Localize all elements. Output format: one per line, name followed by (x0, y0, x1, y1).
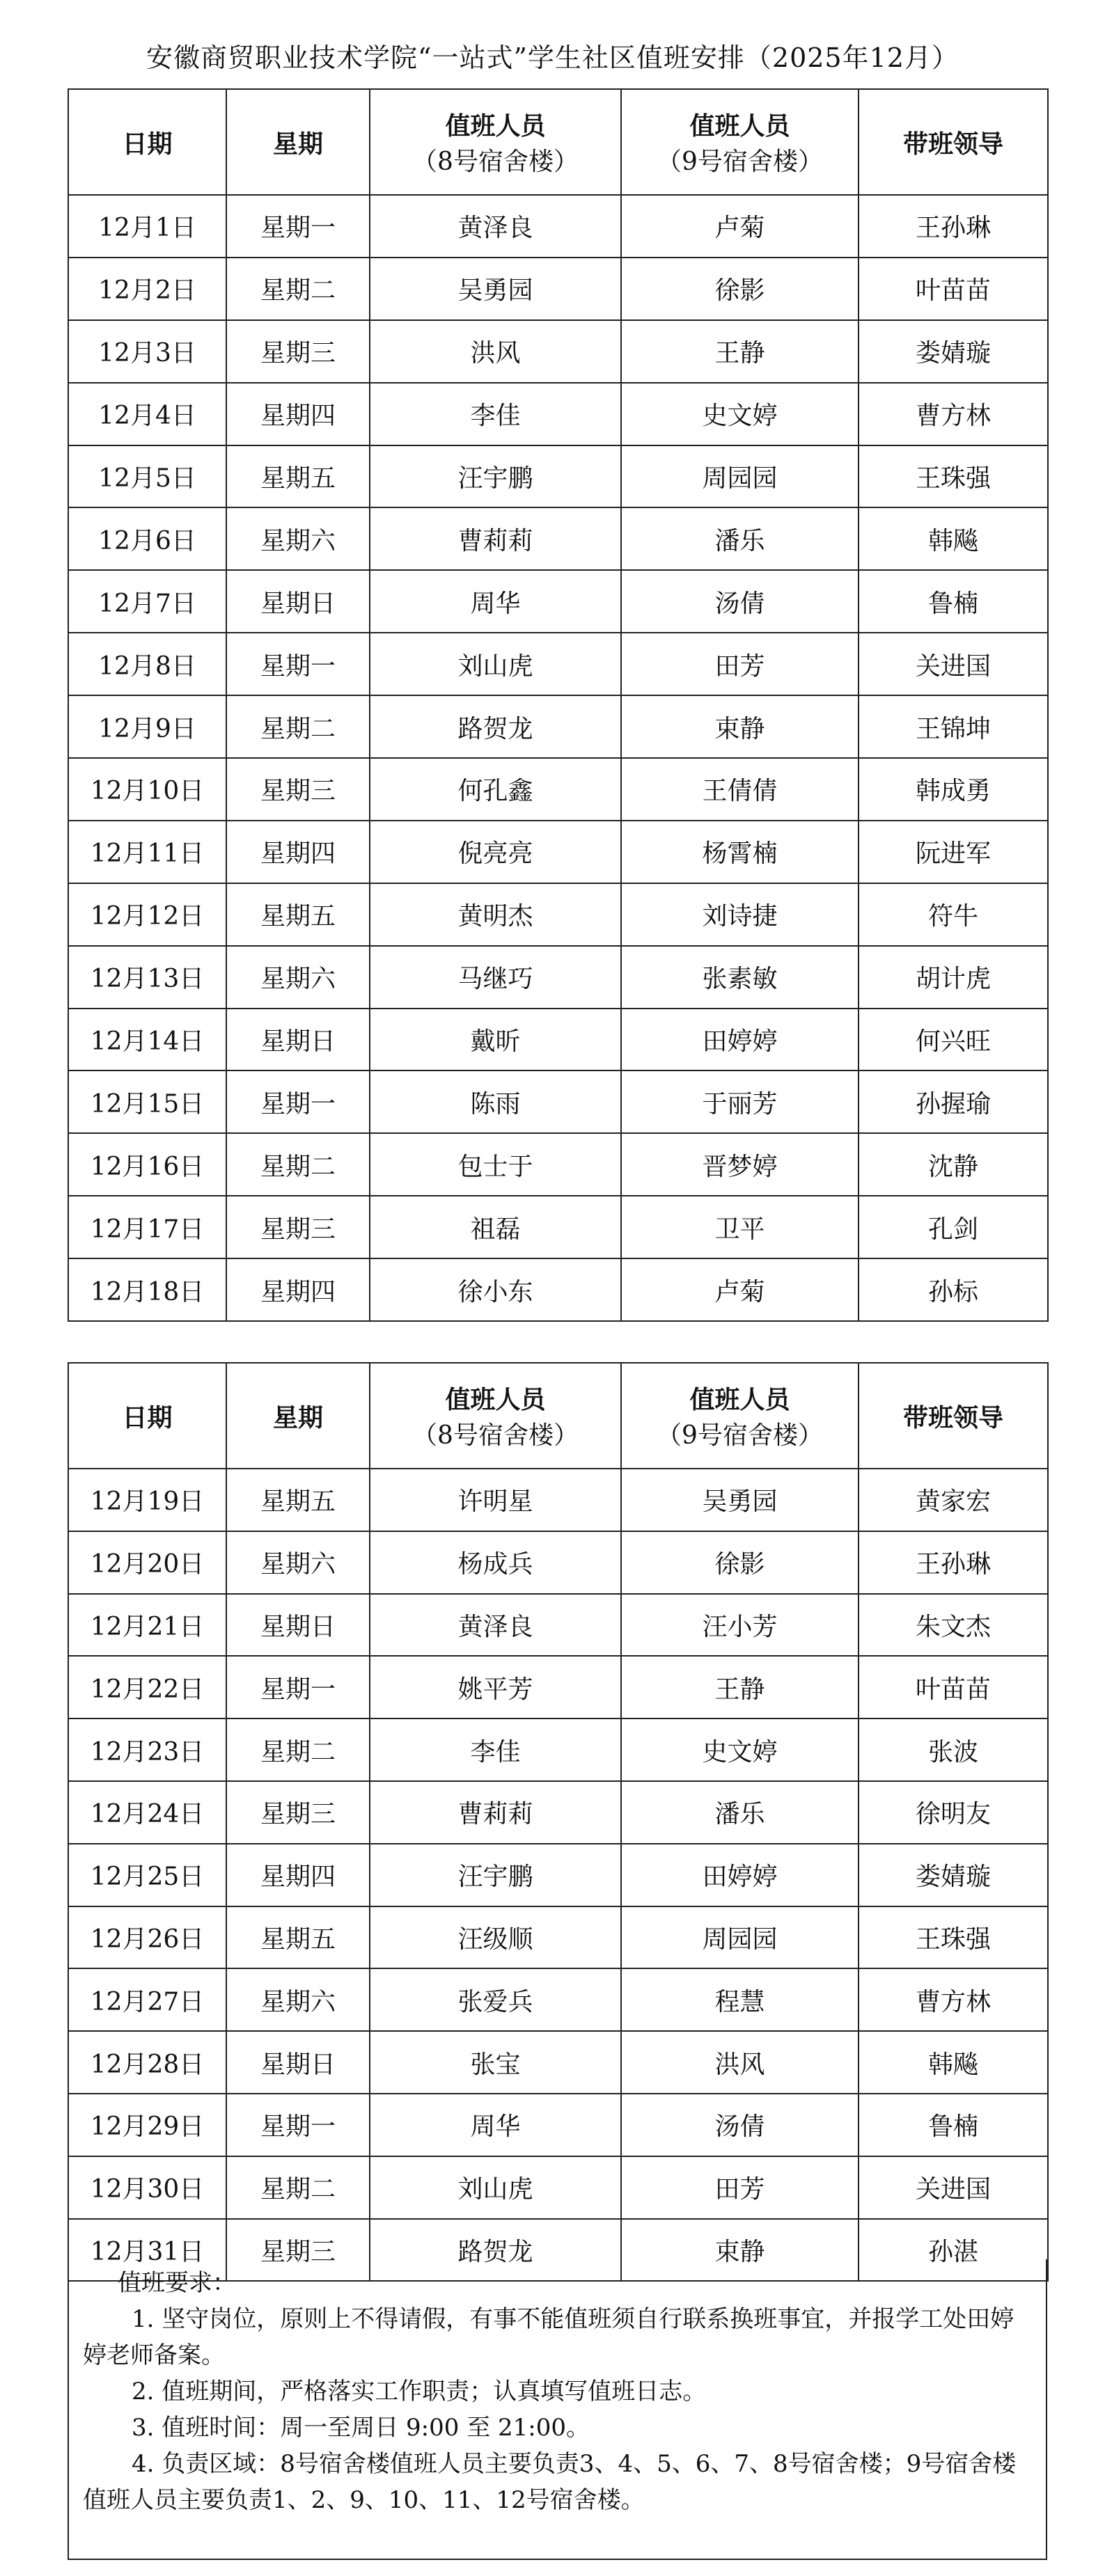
requirement-item: 2. 值班期间，严格落实工作职责；认真填写值班日志。 (132, 2378, 707, 2405)
leader-cell: 韩飚 (859, 507, 1048, 570)
table-row (68, 507, 1048, 570)
weekday-cell: 星期四 (226, 1844, 370, 1906)
page-title: 安徽商贸职业技术学院“一站式”学生社区值班安排（2025年12月） (146, 42, 959, 73)
staff-building-8-cell: 马继巧 (370, 946, 621, 1009)
staff-building-8-cell: 倪亮亮 (370, 821, 621, 883)
table-row (68, 2031, 1048, 2094)
table-row (68, 695, 1048, 758)
header-staff-building-9 (621, 89, 859, 195)
table-row (68, 821, 1048, 883)
staff-building-8-cell: 曹莉莉 (370, 1781, 621, 1844)
staff-building-9-cell: 汤倩 (621, 570, 859, 633)
header-building-9-label: （9号宿舍楼） (657, 1421, 823, 1450)
weekday-cell: 星期三 (226, 2219, 370, 2282)
leader-cell: 孙湛 (859, 2219, 1048, 2282)
weekday-cell: 星期六 (226, 1968, 370, 2031)
leader-cell: 沈静 (859, 1133, 1048, 1196)
date-cell: 12月1日 (68, 195, 226, 258)
header-staff-label: 值班人员 (689, 111, 790, 141)
leader-cell: 朱文杰 (859, 1594, 1048, 1657)
date-cell: 12月29日 (68, 2094, 226, 2156)
staff-building-9-cell: 汪小芳 (621, 1594, 859, 1657)
staff-building-8-cell: 黄明杰 (370, 883, 621, 946)
duty-requirements (68, 2259, 1047, 2560)
date-cell: 12月27日 (68, 1968, 226, 2031)
staff-building-9-cell: 束静 (621, 695, 859, 758)
date-cell: 12月9日 (68, 695, 226, 758)
header-staff-label: 值班人员 (445, 1385, 546, 1414)
staff-building-9-cell: 吴勇园 (621, 1469, 859, 1531)
header-building-8-label: （8号宿舍楼） (412, 148, 579, 176)
weekday-cell: 星期二 (226, 2156, 370, 2219)
staff-building-9-cell: 晋梦婷 (621, 1133, 859, 1196)
staff-building-9-cell: 洪风 (621, 2031, 859, 2094)
date-cell: 12月4日 (68, 383, 226, 445)
staff-building-9-cell: 于丽芳 (621, 1070, 859, 1133)
date-cell: 12月5日 (68, 445, 226, 508)
requirement-item: 4. 负责区域：8号宿舍楼值班人员主要负责3、4、5、6、7、8号宿舍楼；9号宿舍楼值班人员主要负责1、2、9、10、11、12号宿舍楼。 (83, 2450, 1017, 2514)
date-cell: 12月7日 (68, 570, 226, 633)
staff-building-8-cell: 李佳 (370, 383, 621, 445)
date-cell: 12月15日 (68, 1070, 226, 1133)
staff-building-9-cell: 刘诗捷 (621, 883, 859, 946)
staff-building-9-cell: 束静 (621, 2219, 859, 2282)
leader-cell: 王孙琳 (859, 1531, 1048, 1594)
leader-cell: 王珠强 (859, 445, 1048, 508)
leader-cell: 孙标 (859, 1258, 1048, 1321)
date-cell: 12月10日 (68, 758, 226, 821)
date-cell: 12月20日 (68, 1531, 226, 1594)
staff-building-9-cell: 徐影 (621, 258, 859, 320)
table-row (68, 1968, 1048, 2031)
table-header-row (68, 89, 1048, 195)
staff-building-8-cell: 李佳 (370, 1718, 621, 1781)
header-weekday: 星期 (226, 89, 370, 195)
staff-building-8-cell: 吴勇园 (370, 258, 621, 320)
staff-building-8-cell: 张爱兵 (370, 1968, 621, 2031)
staff-building-8-cell: 汪宇鹏 (370, 1844, 621, 1906)
staff-building-9-cell: 王倩倩 (621, 758, 859, 821)
leader-cell: 阮进军 (859, 821, 1048, 883)
date-cell: 12月24日 (68, 1781, 226, 1844)
staff-building-9-cell: 卢菊 (621, 1258, 859, 1321)
table-row (68, 1009, 1048, 1071)
table-row (68, 1781, 1048, 1844)
weekday-cell: 星期日 (226, 2031, 370, 2094)
header-date: 日期 (68, 1363, 226, 1469)
staff-building-8-cell: 洪风 (370, 320, 621, 383)
header-staff-building-8 (370, 1363, 621, 1469)
table-row (68, 883, 1048, 946)
staff-building-9-cell: 周园园 (621, 1906, 859, 1969)
date-cell: 12月3日 (68, 320, 226, 383)
date-cell: 12月19日 (68, 1469, 226, 1531)
date-cell: 12月26日 (68, 1906, 226, 1969)
table-row (68, 1594, 1048, 1657)
weekday-cell: 星期一 (226, 1070, 370, 1133)
date-cell: 12月14日 (68, 1009, 226, 1071)
leader-cell: 王孙琳 (859, 195, 1048, 258)
table-row (68, 1718, 1048, 1781)
date-cell: 12月30日 (68, 2156, 226, 2219)
leader-cell: 徐明友 (859, 1781, 1048, 1844)
header-staff-label: 值班人员 (689, 1385, 790, 1414)
leader-cell: 黄家宏 (859, 1469, 1048, 1531)
staff-building-9-cell: 潘乐 (621, 1781, 859, 1844)
requirement-item: 1. 坚守岗位，原则上不得请假，有事不能值班须自行联系换班事宜，并报学工处田婷婷老师备案。 (83, 2305, 1014, 2369)
leader-cell: 娄婧璇 (859, 320, 1048, 383)
table-row (68, 633, 1048, 695)
leader-cell: 曹方林 (859, 383, 1048, 445)
staff-building-8-cell: 杨成兵 (370, 1531, 621, 1594)
table-row (68, 383, 1048, 445)
weekday-cell: 星期四 (226, 383, 370, 445)
table-row (68, 1469, 1048, 1531)
staff-building-9-cell: 汤倩 (621, 2094, 859, 2156)
weekday-cell: 星期日 (226, 1594, 370, 1657)
date-cell: 12月6日 (68, 507, 226, 570)
staff-building-8-cell: 徐小东 (370, 1258, 621, 1321)
staff-building-9-cell: 程慧 (621, 1968, 859, 2031)
staff-building-9-cell: 徐影 (621, 1531, 859, 1594)
weekday-cell: 星期五 (226, 883, 370, 946)
table-row (68, 258, 1048, 320)
weekday-cell: 星期三 (226, 758, 370, 821)
table-row (68, 1844, 1048, 1906)
staff-building-9-cell: 田婷婷 (621, 1009, 859, 1071)
staff-building-8-cell: 祖磊 (370, 1196, 621, 1258)
header-weekday: 星期 (226, 1363, 370, 1469)
header-staff-label: 值班人员 (445, 111, 546, 141)
weekday-cell: 星期四 (226, 1258, 370, 1321)
staff-building-8-cell: 刘山虎 (370, 2156, 621, 2219)
table-row (68, 1656, 1048, 1718)
table-row (68, 1196, 1048, 1258)
leader-cell: 叶苗苗 (859, 1656, 1048, 1718)
leader-cell: 鲁楠 (859, 2094, 1048, 2156)
staff-building-9-cell: 王静 (621, 320, 859, 383)
weekday-cell: 星期一 (226, 1656, 370, 1718)
table-row (68, 570, 1048, 633)
leader-cell: 娄婧璇 (859, 1844, 1048, 1906)
date-cell: 12月13日 (68, 946, 226, 1009)
table-row (68, 2094, 1048, 2156)
table-row (68, 758, 1048, 821)
table-row (68, 2156, 1048, 2219)
weekday-cell: 星期六 (226, 507, 370, 570)
staff-building-9-cell: 史文婷 (621, 1718, 859, 1781)
weekday-cell: 星期日 (226, 1009, 370, 1071)
leader-cell: 韩飚 (859, 2031, 1048, 2094)
header-building-8-label: （8号宿舍楼） (412, 1421, 579, 1450)
staff-building-8-cell: 黄泽良 (370, 1594, 621, 1657)
leader-cell: 关进国 (859, 633, 1048, 695)
staff-building-8-cell: 路贺龙 (370, 2219, 621, 2282)
weekday-cell: 星期四 (226, 821, 370, 883)
table-row (68, 195, 1048, 258)
staff-building-8-cell: 姚平芳 (370, 1656, 621, 1718)
weekday-cell: 星期一 (226, 2094, 370, 2156)
leader-cell: 张波 (859, 1718, 1048, 1781)
staff-building-9-cell: 田婷婷 (621, 1844, 859, 1906)
header-staff-building-8 (370, 89, 621, 195)
weekday-cell: 星期五 (226, 1469, 370, 1531)
staff-building-8-cell: 刘山虎 (370, 633, 621, 695)
leader-cell: 何兴旺 (859, 1009, 1048, 1071)
date-cell: 12月11日 (68, 821, 226, 883)
weekday-cell: 星期二 (226, 1718, 370, 1781)
date-cell: 12月17日 (68, 1196, 226, 1258)
staff-building-9-cell: 史文婷 (621, 383, 859, 445)
staff-building-9-cell: 王静 (621, 1656, 859, 1718)
staff-building-8-cell: 曹莉莉 (370, 507, 621, 570)
weekday-cell: 星期五 (226, 445, 370, 508)
weekday-cell: 星期三 (226, 1196, 370, 1258)
table-row (68, 445, 1048, 508)
requirements-heading: 值班要求： (118, 2269, 236, 2297)
table-row (68, 1906, 1048, 1969)
staff-building-8-cell: 戴昕 (370, 1009, 621, 1071)
weekday-cell: 星期六 (226, 1531, 370, 1594)
table-row (68, 1070, 1048, 1133)
date-cell: 12月12日 (68, 883, 226, 946)
leader-cell: 符牛 (859, 883, 1048, 946)
date-cell: 12月22日 (68, 1656, 226, 1718)
staff-building-8-cell: 周华 (370, 570, 621, 633)
staff-building-8-cell: 包士于 (370, 1133, 621, 1196)
leader-cell: 叶苗苗 (859, 258, 1048, 320)
staff-building-8-cell: 路贺龙 (370, 695, 621, 758)
requirement-item: 3. 值班时间：周一至周日 9:00 至 21:00。 (132, 2414, 590, 2442)
table-row (68, 946, 1048, 1009)
leader-cell: 关进国 (859, 2156, 1048, 2219)
leader-cell: 王珠强 (859, 1906, 1048, 1969)
staff-building-9-cell: 卫平 (621, 1196, 859, 1258)
duty-table-2 (68, 1362, 1049, 2282)
staff-building-9-cell: 张素敏 (621, 946, 859, 1009)
table-row (68, 1531, 1048, 1594)
weekday-cell: 星期二 (226, 695, 370, 758)
leader-cell: 胡计虎 (859, 946, 1048, 1009)
staff-building-9-cell: 田芳 (621, 633, 859, 695)
table-row (68, 320, 1048, 383)
leader-cell: 孙握瑜 (859, 1070, 1048, 1133)
leader-cell: 曹方林 (859, 1968, 1048, 2031)
weekday-cell: 星期一 (226, 633, 370, 695)
date-cell: 12月2日 (68, 258, 226, 320)
leader-cell: 鲁楠 (859, 570, 1048, 633)
weekday-cell: 星期二 (226, 1133, 370, 1196)
header-staff-building-9 (621, 1363, 859, 1469)
staff-building-8-cell: 黄泽良 (370, 195, 621, 258)
date-cell: 12月21日 (68, 1594, 226, 1657)
table-row (68, 1258, 1048, 1321)
staff-building-9-cell: 卢菊 (621, 195, 859, 258)
date-cell: 12月16日 (68, 1133, 226, 1196)
staff-building-8-cell: 许明星 (370, 1469, 621, 1531)
weekday-cell: 星期一 (226, 195, 370, 258)
duty-table-1-body (68, 195, 1048, 1321)
staff-building-8-cell: 周华 (370, 2094, 621, 2156)
weekday-cell: 星期日 (226, 570, 370, 633)
staff-building-8-cell: 陈雨 (370, 1070, 621, 1133)
date-cell: 12月25日 (68, 1844, 226, 1906)
staff-building-9-cell: 田芳 (621, 2156, 859, 2219)
staff-building-9-cell: 潘乐 (621, 507, 859, 570)
date-cell: 12月28日 (68, 2031, 226, 2094)
staff-building-9-cell: 杨霄楠 (621, 821, 859, 883)
header-leader: 带班领导 (859, 89, 1048, 195)
leader-cell: 韩成勇 (859, 758, 1048, 821)
weekday-cell: 星期二 (226, 258, 370, 320)
duty-table-1 (68, 88, 1049, 1322)
header-leader: 带班领导 (859, 1363, 1048, 1469)
staff-building-8-cell: 张宝 (370, 2031, 621, 2094)
staff-building-8-cell: 何孔鑫 (370, 758, 621, 821)
table-header-row (68, 1363, 1048, 1469)
leader-cell: 王锦坤 (859, 695, 1048, 758)
table-row (68, 1133, 1048, 1196)
staff-building-8-cell: 汪宇鹏 (370, 445, 621, 508)
date-cell: 12月18日 (68, 1258, 226, 1321)
weekday-cell: 星期三 (226, 320, 370, 383)
date-cell: 12月31日 (68, 2219, 226, 2282)
weekday-cell: 星期五 (226, 1906, 370, 1969)
duty-table-2-body (68, 1469, 1048, 2281)
weekday-cell: 星期三 (226, 1781, 370, 1844)
header-date: 日期 (68, 89, 226, 195)
staff-building-8-cell: 汪级顺 (370, 1906, 621, 1969)
date-cell: 12月8日 (68, 633, 226, 695)
header-building-9-label: （9号宿舍楼） (657, 148, 823, 176)
leader-cell: 孔剑 (859, 1196, 1048, 1258)
weekday-cell: 星期六 (226, 946, 370, 1009)
date-cell: 12月23日 (68, 1718, 226, 1781)
staff-building-9-cell: 周园园 (621, 445, 859, 508)
